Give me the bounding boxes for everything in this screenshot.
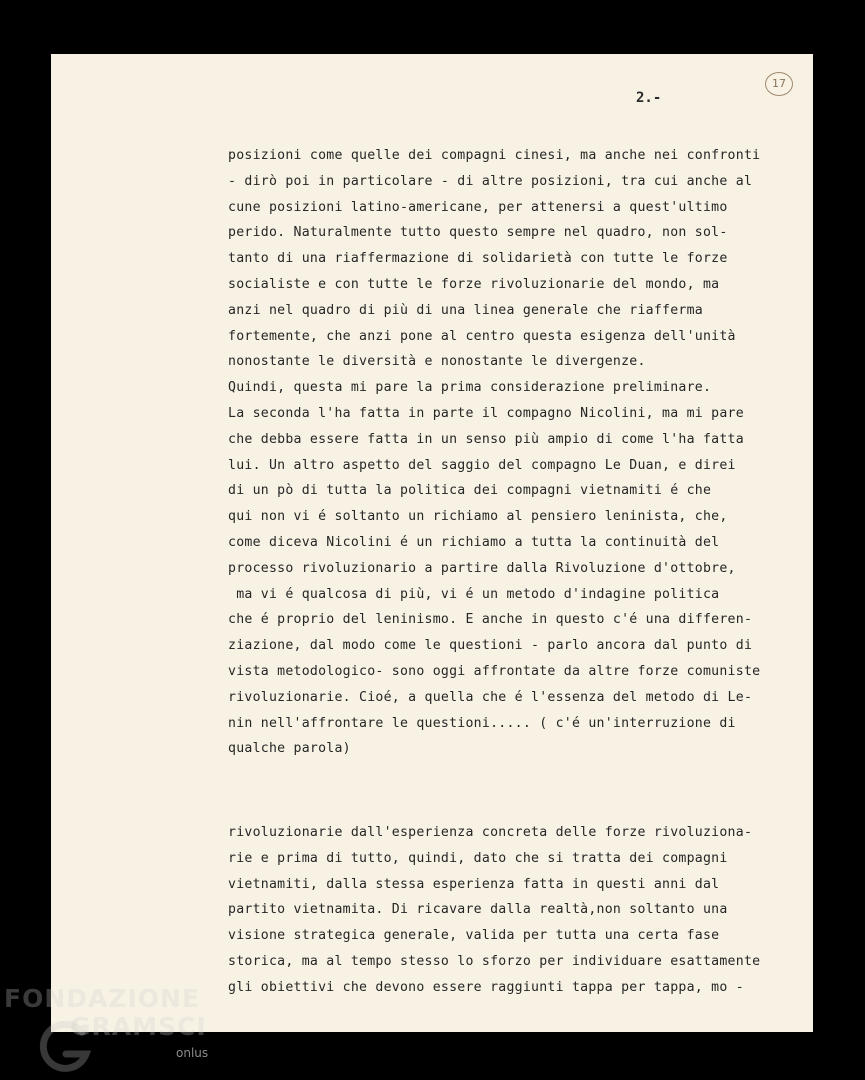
text-line: che é proprio del leninismo. E anche in questo c'é una differen-: [228, 612, 753, 628]
text-line: qualche parola): [228, 741, 351, 757]
text-line: visione strategica generale, valida per tutta una certa fase: [228, 928, 720, 944]
text-line: gli obiettivi che devono essere raggiunti tappa per tappa, mo -: [228, 979, 744, 995]
watermark-foundation-name: FONDAZIONE: [4, 984, 201, 1013]
watermark-onlus: onlus: [176, 1046, 209, 1060]
text-line: lui. Un altro aspetto del saggio del compagno Le Duan, e direi: [228, 457, 736, 473]
page-number: 2.-: [636, 90, 662, 106]
text-line: fortemente, che anzi pone al centro questa esigenza dell'unità: [228, 328, 736, 344]
text-line: come diceva Nicolini é un richiamo a tutta la continuità del: [228, 534, 720, 550]
text-line: ziazione, dal modo come le questioni - parlo ancora dal punto di: [228, 638, 753, 654]
text-line: nonostante le diversità e nonostante le divergenze.: [228, 354, 646, 370]
text-line: partito vietnamita. Di ricavare dalla realtà,non soltanto una: [228, 902, 728, 918]
text-line: storica, ma al tempo stesso lo sforzo per individuare esattamente: [228, 953, 761, 969]
typed-paragraph-1: [228, 143, 760, 762]
text-line: che debba essere fatta in un senso più ampio di come l'ha fatta: [228, 431, 744, 447]
text-line: anzi nel quadro di più di una linea generale che riafferma: [228, 302, 703, 318]
text-line: cune posizioni latino-americane, per attenersi a quest'ultimo: [228, 199, 728, 215]
text-line: ma vi é qualcosa di più, vi é un metodo d'indagine politica: [228, 586, 720, 602]
text-line: rie e prima di tutto, quindi, dato che si tratta dei compagni: [228, 850, 728, 866]
archive-page-number: 17: [765, 72, 793, 96]
text-line: - dirò poi in particolare - di altre posizioni, tra cui anche al: [228, 173, 753, 189]
text-line: posizioni come quelle dei compagni cinesi, ma anche nei confronti: [228, 148, 761, 163]
watermark-g-logo-icon: [36, 1018, 94, 1076]
text-line: vista metodologico- sono oggi affrontate da altre forze comuniste: [228, 663, 761, 679]
text-line: rivoluzionarie dall'esperienza concreta delle forze rivoluziona-: [228, 825, 753, 840]
text-line: processo rivoluzionario a partire dalla Rivoluzione d'ottobre,: [228, 560, 736, 576]
text-line: perido. Naturalmente tutto questo sempre nel quadro, non sol-: [228, 225, 728, 241]
text-line: La seconda l'ha fatta in parte il compagno Nicolini, ma mi pare: [228, 405, 744, 421]
typed-paragraph-2: [228, 820, 760, 1001]
text-line: vietnamiti, dalla stessa esperienza fatta in questi anni dal: [228, 876, 720, 892]
text-line: nin nell'affrontare le questioni..... ( c'é un'interruzione di: [228, 715, 736, 731]
text-line: Quindi, questa mi pare la prima considerazione preliminare.: [228, 380, 712, 396]
watermark-gramsci-name: GRAMSCI: [70, 1012, 207, 1041]
text-line: socialiste e con tutte le forze rivoluzionarie del mondo, ma: [228, 276, 720, 292]
text-line: di un pò di tutta la politica dei compagni vietnamiti é che: [228, 483, 712, 499]
text-line: tanto di una riaffermazione di solidarietà con tutte le forze: [228, 251, 728, 267]
text-line: qui non vi é soltanto un richiamo al pensiero leninista, che,: [228, 509, 728, 525]
text-line: rivoluzionarie. Cioé, a quella che é l'essenza del metodo di Le-: [228, 689, 753, 705]
